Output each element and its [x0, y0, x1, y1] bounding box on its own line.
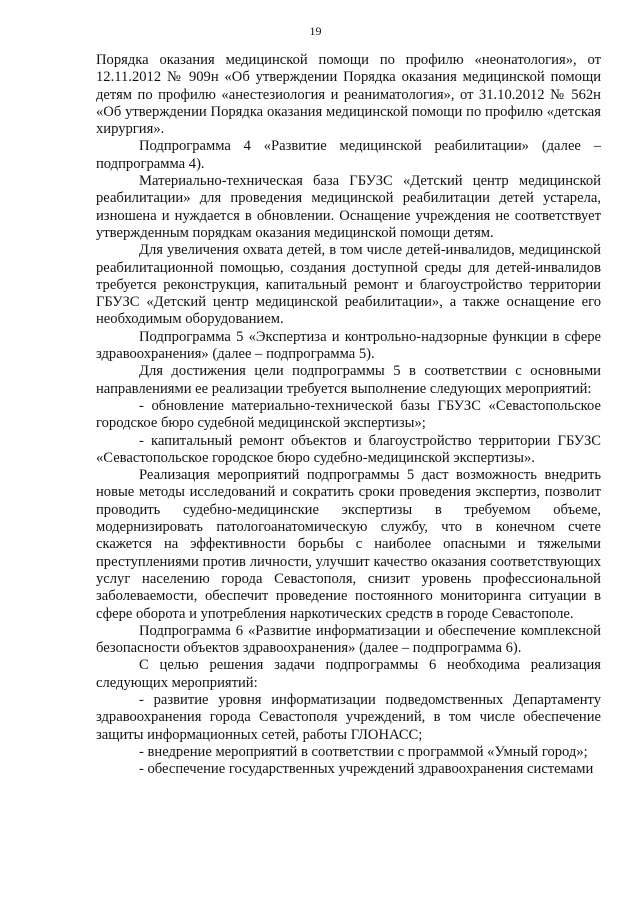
paragraph-2: Подпрограмма 4 «Развитие медицинской реабилитации» (далее – подпрограмма 4). [96, 138, 601, 172]
paragraph-4: Для увеличения охвата детей, в том числе детей-инвалидов, медицинской реабилитационной помощью, создания доступной среды для детей-инвалидов требуется реконструкция, капитальный ремонт и благоустройство территории ГБУЗС «Детский центр медицинской реабилитации», а также оснащение его необходимым оборудованием. [96, 242, 601, 328]
paragraph-9: С целью решения задачи подпрограммы 6 необходима реализация следующих мероприятий: [96, 657, 601, 691]
paragraph-1: Порядка оказания медицинской помощи по профилю «неонатология», от 12.11.2012 № 909н «Об утверждении Порядка оказания медицинской помощи детям по профилю «анестезиология и реаниматология», от 31.10.2012 № 562н «Об утверждении Порядка оказания медицинской помощи по профилю «детская хирургия». [96, 52, 601, 138]
list-item-5: - обеспечение государственных учреждений здравоохранения системами [139, 761, 594, 778]
paragraph-8: Подпрограмма 6 «Развитие информатизации и обеспечение комплексной безопасности объектов здравоохранения» (далее – подпрограмма 6). [96, 622, 601, 657]
list-item-4: - внедрение мероприятий в соответствии с программой «Умный город»; [139, 743, 588, 760]
paragraph-5: Подпрограмма 5 «Экспертиза и контрольно-надзорные функции в сфере здравоохранения» (далее – подпрограмма 5). [96, 328, 601, 363]
paragraph-6: Для достижения цели подпрограммы 5 в соответствии с основными направлениями ее реализации требуется выполнение следующих мероприятий: [96, 363, 601, 397]
page-number: 19 [309, 24, 322, 38]
paragraph-7: Реализация мероприятий подпрограммы 5 даст возможность внедрить новые методы исследований и сократить сроки проведения экспертиз, позволит проводить судебно-медицинские экспертизы в требуемом объеме, модернизировать патологоанатомическую службу, что в конечном счете скажется на эффективности борьбы с наиболее опасными и тяжелыми преступлениями против личности, улучшит качество оказания соответствующих услуг населению города Севастополя, снизит уровень профессиональной заболеваемости, обеспечит проведение постоянного мониторинга ситуации в сфере оборота и употребления наркотических средств в городе Севастополе. [96, 467, 601, 622]
list-item-3: - развитие уровня информатизации подведомственных Департаменту здравоохранения города Севастополя учреждений, в том числе обеспечение защиты информационных сетей, работы ГЛОНАСС; [96, 691, 601, 743]
list-item-2: - капитальный ремонт объектов и благоустройство территории ГБУЗС «Севастопольское городское бюро судебно-медицинской экспертизы». [96, 432, 601, 466]
document-body [96, 52, 601, 778]
paragraph-3: Материально-техническая база ГБУЗС «Детский центр медицинской реабилитации» для проведения медицинской реабилитации детей устарела, изношена и нуждается в обновлении. Оснащение учреждения не соответствует утвержденным порядкам оказания медицинской помощи детям. [96, 173, 601, 241]
list-item-1: - обновление материально-технической базы ГБУЗС «Севастопольское городское бюро судебной медицинской экспертизы»; [96, 397, 601, 432]
